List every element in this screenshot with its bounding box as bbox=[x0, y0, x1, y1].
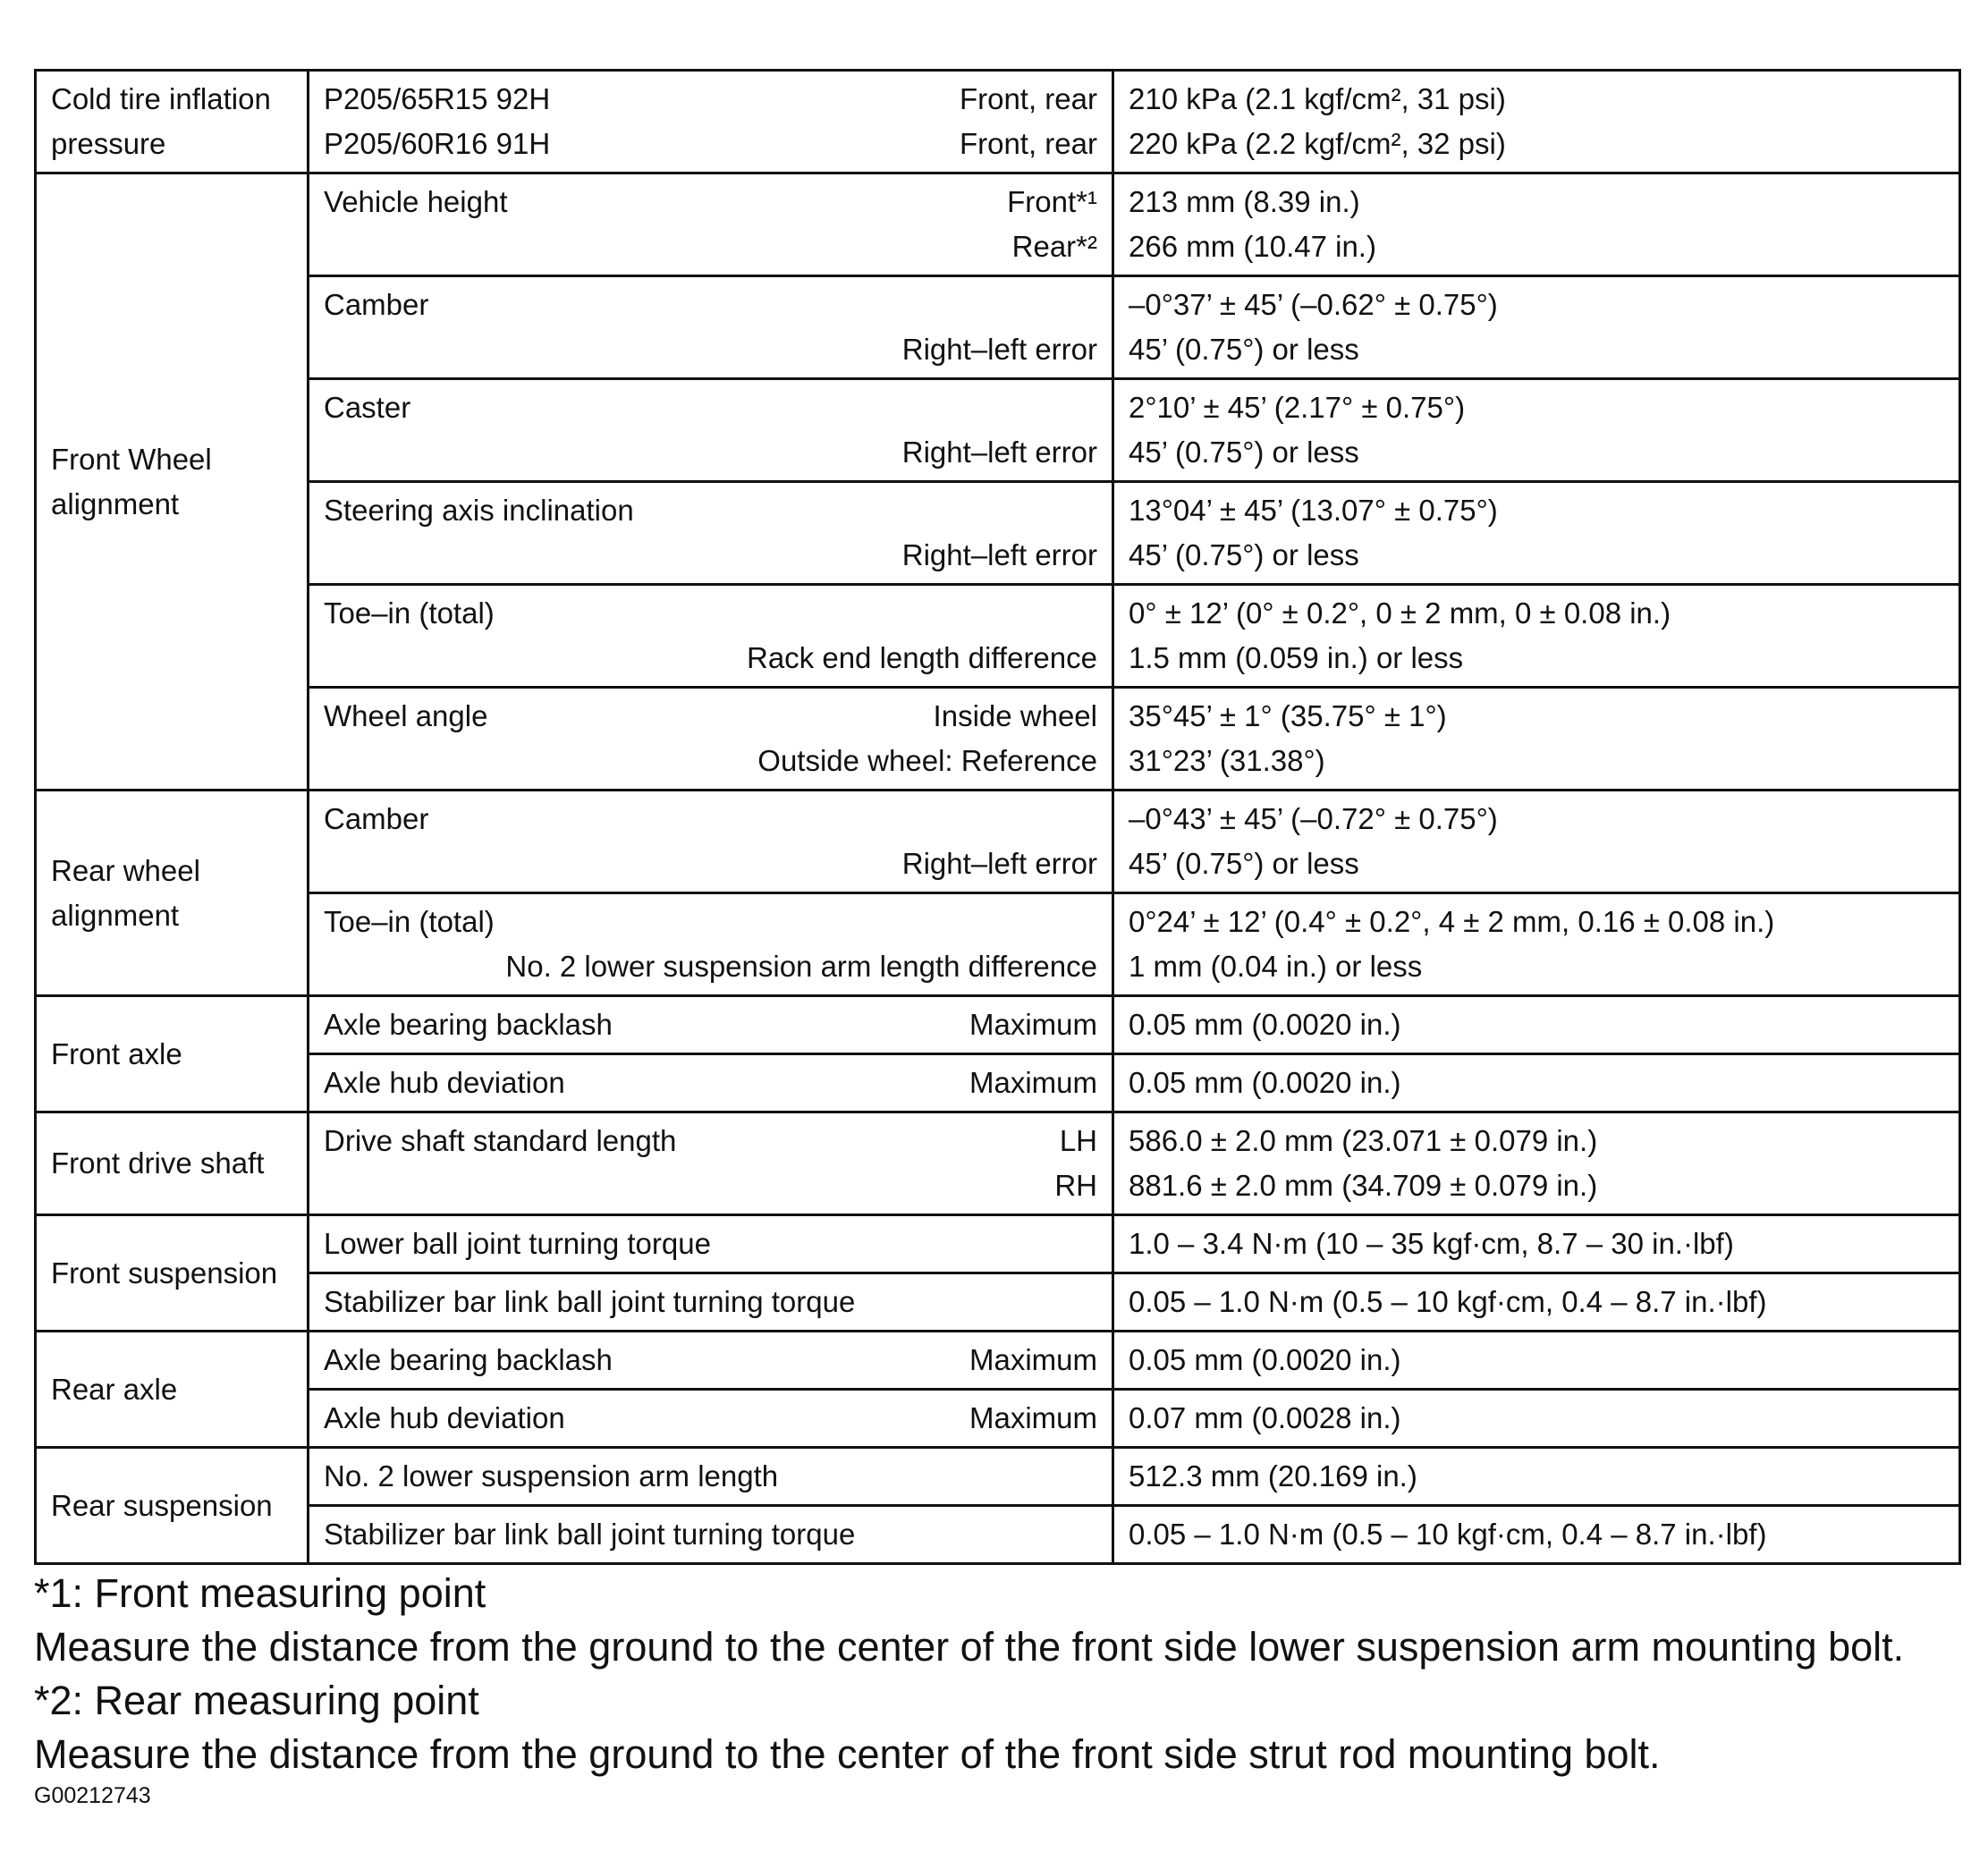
spec-value: 586.0 ± 2.0 mm (23.071 ± 0.079 in.) bbox=[1129, 1124, 1598, 1157]
item-line bbox=[324, 1338, 1097, 1383]
item-label: Stabilizer bar link ball joint turning torque bbox=[324, 1285, 856, 1318]
spec-value: 13°04’ ± 45’ (13.07° ± 0.75°) bbox=[1129, 494, 1498, 527]
item-condition: Front, rear bbox=[959, 127, 1097, 160]
item-condition: RH bbox=[1054, 1169, 1097, 1202]
table-row bbox=[36, 173, 1960, 276]
spec-value: 35°45’ ± 1° (35.75° ± 1°) bbox=[1129, 699, 1447, 732]
item-label: P205/65R15 92H bbox=[324, 82, 551, 115]
table-row bbox=[36, 893, 1960, 996]
table-row bbox=[36, 1390, 1960, 1448]
item-label: Axle bearing backlash bbox=[324, 1343, 613, 1376]
item-label: Camber bbox=[324, 802, 429, 835]
category-cell bbox=[36, 1215, 309, 1332]
category-label: alignment bbox=[51, 898, 180, 932]
table-row bbox=[36, 791, 1960, 893]
item-line bbox=[324, 1396, 1097, 1441]
item-condition: Rear*² bbox=[1011, 230, 1097, 263]
item-label: Axle bearing backlash bbox=[324, 1008, 613, 1041]
item-label: Steering axis inclination bbox=[324, 494, 634, 527]
spec-value: 45’ (0.75°) or less bbox=[1129, 333, 1359, 366]
table-row bbox=[36, 379, 1960, 482]
spec-value: 213 mm (8.39 in.) bbox=[1129, 185, 1360, 218]
category-label: pressure bbox=[51, 127, 166, 160]
item-label: Lower ball joint turning torque bbox=[324, 1227, 711, 1260]
table-row bbox=[36, 1054, 1960, 1112]
spec-value: –0°37’ ± 45’ (–0.62° ± 0.75°) bbox=[1129, 288, 1498, 321]
item-line bbox=[324, 1002, 1097, 1047]
item-line bbox=[324, 1222, 1097, 1266]
item-cell bbox=[309, 1112, 1113, 1215]
item-label: Caster bbox=[324, 391, 411, 424]
item-cell bbox=[309, 379, 1113, 482]
spec-value: 220 kPa (2.2 kgf/cm², 32 psi) bbox=[1129, 127, 1506, 160]
value-cell bbox=[1113, 996, 1960, 1054]
value-cell bbox=[1113, 173, 1960, 276]
value-cell bbox=[1113, 791, 1960, 893]
category-label: Front drive shaft bbox=[51, 1146, 265, 1180]
value-cell bbox=[1113, 1273, 1960, 1332]
category-cell bbox=[36, 1448, 309, 1564]
item-label: Toe–in (total) bbox=[324, 905, 495, 938]
category-label: Front suspension bbox=[51, 1256, 278, 1290]
table-row bbox=[36, 1506, 1960, 1564]
item-line bbox=[324, 430, 1097, 475]
table-row bbox=[36, 1273, 1960, 1332]
item-condition: Maximum bbox=[969, 1401, 1097, 1434]
item-label: Vehicle height bbox=[324, 185, 508, 218]
spec-value: 210 kPa (2.1 kgf/cm², 31 psi) bbox=[1129, 82, 1506, 115]
table-row bbox=[36, 276, 1960, 379]
item-cell bbox=[309, 1390, 1113, 1448]
category-cell bbox=[36, 1332, 309, 1448]
item-cell bbox=[309, 996, 1113, 1054]
item-line bbox=[324, 283, 1097, 327]
item-line bbox=[324, 1512, 1097, 1557]
item-condition: Inside wheel bbox=[933, 699, 1097, 732]
item-label: Axle hub deviation bbox=[324, 1401, 565, 1434]
spec-value: 45’ (0.75°) or less bbox=[1129, 436, 1359, 469]
spec-value: 45’ (0.75°) or less bbox=[1129, 847, 1359, 880]
value-cell bbox=[1113, 1390, 1960, 1448]
spec-value: 0.05 – 1.0 N·m (0.5 – 10 kgf·cm, 0.4 – 8.7 in.·lbf) bbox=[1129, 1518, 1767, 1551]
spec-value: 2°10’ ± 45’ (2.17° ± 0.75°) bbox=[1129, 391, 1466, 424]
item-line bbox=[324, 591, 1097, 636]
item-line bbox=[324, 77, 1097, 122]
item-cell bbox=[309, 1215, 1113, 1273]
item-condition: No. 2 lower suspension arm length difference bbox=[505, 950, 1097, 983]
item-label: P205/60R16 91H bbox=[324, 127, 551, 160]
item-condition: Maximum bbox=[969, 1066, 1097, 1099]
spec-value: 0° ± 12’ (0° ± 0.2°, 0 ± 2 mm, 0 ± 0.08 in.) bbox=[1129, 596, 1671, 630]
item-condition: LH bbox=[1059, 1124, 1097, 1157]
item-condition: Rack end length difference bbox=[747, 641, 1097, 674]
item-line bbox=[324, 224, 1097, 269]
footnote-1-text: Measure the distance from the ground to the center of the front side lower suspension arm mounting bolt. bbox=[34, 1624, 1905, 1670]
category-cell bbox=[36, 1112, 309, 1215]
table-row bbox=[36, 1332, 1960, 1390]
item-condition: Outside wheel: Reference bbox=[757, 744, 1097, 777]
category-label: Cold tire inflation bbox=[51, 82, 271, 115]
value-cell bbox=[1113, 1506, 1960, 1564]
item-condition: Front, rear bbox=[959, 82, 1097, 115]
value-cell bbox=[1113, 1215, 1960, 1273]
spec-value: 31°23’ (31.38°) bbox=[1129, 744, 1325, 777]
spec-value: 512.3 mm (20.169 in.) bbox=[1129, 1459, 1417, 1493]
value-cell bbox=[1113, 1112, 1960, 1215]
spec-value: 0.05 mm (0.0020 in.) bbox=[1129, 1066, 1401, 1099]
item-label: Wheel angle bbox=[324, 699, 488, 732]
spec-value: 0.05 mm (0.0020 in.) bbox=[1129, 1008, 1401, 1041]
footnote-2-title: *2: Rear measuring point bbox=[34, 1678, 479, 1723]
item-line bbox=[324, 1119, 1097, 1163]
table-row bbox=[36, 1112, 1960, 1215]
spec-value: 0.05 – 1.0 N·m (0.5 – 10 kgf·cm, 0.4 – 8.7 in.·lbf) bbox=[1129, 1285, 1767, 1318]
item-cell bbox=[309, 1332, 1113, 1390]
item-cell bbox=[309, 893, 1113, 996]
item-line bbox=[324, 636, 1097, 681]
item-condition: Right–left error bbox=[901, 538, 1097, 571]
item-line bbox=[324, 900, 1097, 944]
value-cell bbox=[1113, 71, 1960, 173]
table-row bbox=[36, 71, 1960, 173]
specification-table bbox=[34, 69, 1961, 1565]
category-label: alignment bbox=[51, 486, 180, 520]
item-condition: Front*¹ bbox=[1007, 185, 1097, 218]
value-cell bbox=[1113, 482, 1960, 585]
value-cell bbox=[1113, 688, 1960, 791]
value-cell bbox=[1113, 585, 1960, 688]
category-label: Front Wheel bbox=[51, 442, 212, 476]
item-label: No. 2 lower suspension arm length bbox=[324, 1459, 779, 1493]
item-line bbox=[324, 327, 1097, 372]
category-cell bbox=[36, 173, 309, 791]
category-label: Rear axle bbox=[51, 1372, 178, 1406]
item-line bbox=[324, 1163, 1097, 1208]
item-line bbox=[324, 944, 1097, 989]
table-row bbox=[36, 585, 1960, 688]
item-line bbox=[324, 694, 1097, 739]
specification-table-body bbox=[36, 71, 1960, 1564]
item-cell bbox=[309, 791, 1113, 893]
figure-code: G00212743 bbox=[34, 1783, 151, 1808]
item-label: Stabilizer bar link ball joint turning torque bbox=[324, 1518, 856, 1551]
item-condition: Maximum bbox=[969, 1008, 1097, 1041]
item-cell bbox=[309, 688, 1113, 791]
table-row bbox=[36, 1215, 1960, 1273]
table-row bbox=[36, 996, 1960, 1054]
item-label: Camber bbox=[324, 288, 429, 321]
table-row bbox=[36, 1448, 1960, 1506]
item-label: Axle hub deviation bbox=[324, 1066, 565, 1099]
spec-value: 1.0 – 3.4 N·m (10 – 35 kgf·cm, 8.7 – 30 in.·lbf) bbox=[1129, 1227, 1734, 1260]
item-label: Drive shaft standard length bbox=[324, 1124, 677, 1157]
value-cell bbox=[1113, 276, 1960, 379]
value-cell bbox=[1113, 379, 1960, 482]
item-cell bbox=[309, 276, 1113, 379]
item-cell bbox=[309, 1506, 1113, 1564]
spec-value: 1.5 mm (0.059 in.) or less bbox=[1129, 641, 1464, 674]
item-line bbox=[324, 1061, 1097, 1105]
item-line bbox=[324, 739, 1097, 783]
category-label: Rear wheel bbox=[51, 853, 200, 887]
spec-value: 1 mm (0.04 in.) or less bbox=[1129, 950, 1423, 983]
spec-value: 266 mm (10.47 in.) bbox=[1129, 230, 1376, 263]
footnote-1-title: *1: Front measuring point bbox=[34, 1570, 486, 1616]
item-cell bbox=[309, 482, 1113, 585]
item-cell bbox=[309, 585, 1113, 688]
item-cell bbox=[309, 173, 1113, 276]
table-row bbox=[36, 688, 1960, 791]
spec-value: 45’ (0.75°) or less bbox=[1129, 538, 1359, 571]
item-line bbox=[324, 1454, 1097, 1499]
spec-value: 881.6 ± 2.0 mm (34.709 ± 0.079 in.) bbox=[1129, 1169, 1598, 1202]
item-line bbox=[324, 122, 1097, 166]
item-cell bbox=[309, 1273, 1113, 1332]
spec-value: 0°24’ ± 12’ (0.4° ± 0.2°, 4 ± 2 mm, 0.16 ± 0.08 in.) bbox=[1129, 905, 1775, 938]
value-cell bbox=[1113, 1332, 1960, 1390]
value-cell bbox=[1113, 893, 1960, 996]
item-line bbox=[324, 180, 1097, 224]
item-line bbox=[324, 385, 1097, 430]
item-line bbox=[324, 841, 1097, 886]
category-label: Front axle bbox=[51, 1036, 182, 1070]
footnote-2-text: Measure the distance from the ground to the center of the front side strut rod mounting bolt. bbox=[34, 1731, 1661, 1777]
category-cell bbox=[36, 996, 309, 1112]
spec-value: 0.05 mm (0.0020 in.) bbox=[1129, 1343, 1401, 1376]
item-line bbox=[324, 797, 1097, 841]
item-line bbox=[324, 533, 1097, 578]
value-cell bbox=[1113, 1054, 1960, 1112]
item-line bbox=[324, 1280, 1097, 1324]
table-row bbox=[36, 482, 1960, 585]
footnotes bbox=[34, 1567, 1975, 1781]
category-cell bbox=[36, 791, 309, 996]
item-condition: Right–left error bbox=[901, 333, 1097, 366]
item-line bbox=[324, 488, 1097, 533]
item-cell bbox=[309, 1448, 1113, 1506]
item-cell bbox=[309, 71, 1113, 173]
category-cell bbox=[36, 71, 309, 173]
item-cell bbox=[309, 1054, 1113, 1112]
item-condition: Maximum bbox=[969, 1343, 1097, 1376]
item-label: Toe–in (total) bbox=[324, 596, 495, 630]
item-condition: Right–left error bbox=[901, 436, 1097, 469]
value-cell bbox=[1113, 1448, 1960, 1506]
spec-value: –0°43’ ± 45’ (–0.72° ± 0.75°) bbox=[1129, 802, 1498, 835]
category-label: Rear suspension bbox=[51, 1488, 273, 1522]
spec-value: 0.07 mm (0.0028 in.) bbox=[1129, 1401, 1401, 1434]
item-condition: Right–left error bbox=[901, 847, 1097, 880]
